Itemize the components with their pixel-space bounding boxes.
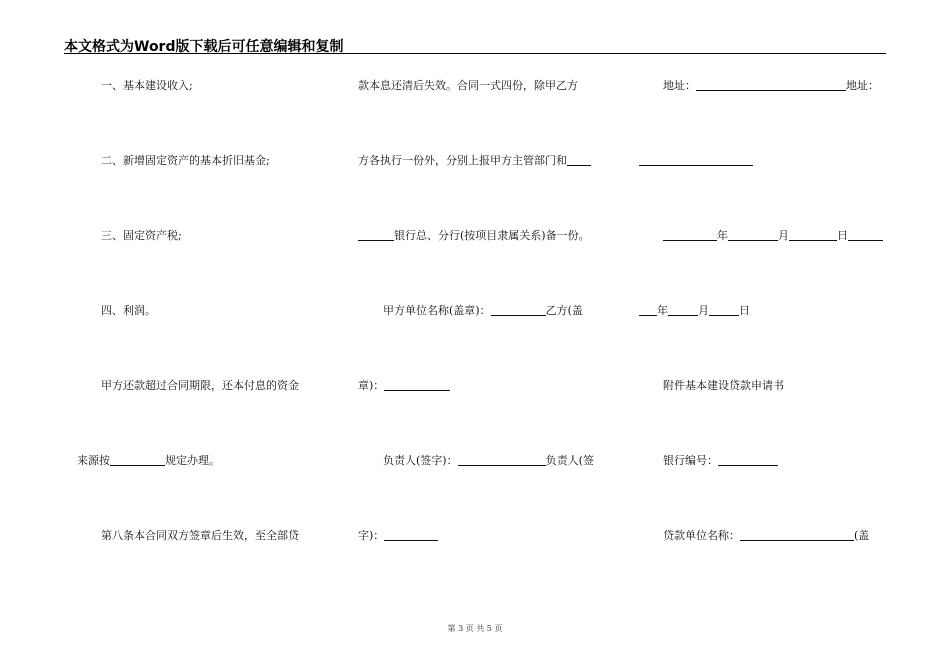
left-line-7 bbox=[101, 529, 299, 543]
middle-line-4 bbox=[383, 304, 583, 318]
middle-line-1 bbox=[358, 79, 578, 93]
fill-in-blank bbox=[668, 305, 698, 316]
left-line-1 bbox=[101, 79, 193, 93]
fill-in-blank bbox=[639, 155, 753, 166]
text-segment: 附件基本建设贷款申请书 bbox=[663, 379, 784, 392]
left-line-2 bbox=[101, 154, 270, 168]
text-segment: 银行总、分行(按项目隶属关系)备一份。 bbox=[394, 229, 590, 242]
text-segment: 日 bbox=[739, 304, 750, 317]
fill-in-blank bbox=[110, 455, 165, 466]
text-segment: 规定办理。 bbox=[165, 454, 220, 467]
text-segment: 负责人(签 bbox=[545, 454, 594, 467]
middle-line-5 bbox=[358, 379, 450, 393]
fill-in-blank bbox=[728, 230, 778, 241]
fill-in-blank bbox=[696, 80, 846, 91]
right-line-3 bbox=[663, 229, 883, 243]
fill-in-blank bbox=[709, 305, 739, 316]
text-segment: 来源按 bbox=[77, 454, 110, 467]
text-segment: 银行编号： bbox=[663, 454, 718, 467]
middle-line-7 bbox=[358, 529, 438, 543]
text-segment: 三、固定资产税; bbox=[101, 229, 182, 242]
text-segment: 第八条本合同双方签章后生效，至全部贷 bbox=[101, 529, 299, 542]
fill-in-blank bbox=[718, 455, 778, 466]
right-line-1 bbox=[663, 79, 879, 93]
fill-in-blank bbox=[358, 230, 394, 241]
right-line-5 bbox=[663, 379, 784, 393]
text-segment: 款本息还清后失效。合同一式四份，除甲乙方 bbox=[358, 79, 578, 92]
right-line-6 bbox=[663, 454, 778, 468]
text-segment: 日 bbox=[837, 229, 848, 242]
text-segment: 字)： bbox=[358, 529, 385, 542]
text-segment: 月 bbox=[778, 229, 789, 242]
text-segment: 甲方单位名称(盖章)： bbox=[383, 304, 491, 317]
right-line-2 bbox=[639, 154, 753, 168]
fill-in-blank bbox=[567, 155, 591, 166]
fill-in-blank bbox=[384, 380, 450, 391]
text-segment: 四、利润。 bbox=[101, 304, 156, 317]
text-segment: 二、新增固定资产的基本折旧基金; bbox=[101, 154, 270, 167]
text-segment: 章)： bbox=[358, 379, 385, 392]
text-segment: 负责人(签字)： bbox=[383, 454, 458, 467]
text-segment: 一、基本建设收入; bbox=[101, 79, 193, 92]
fill-in-blank bbox=[639, 305, 657, 316]
text-segment: (盖 bbox=[854, 529, 870, 542]
fill-in-blank bbox=[663, 230, 717, 241]
left-line-4 bbox=[101, 304, 156, 318]
text-segment: 地址： bbox=[663, 79, 696, 92]
text-segment: 地址： bbox=[846, 79, 879, 92]
page-number-footer: 第 3 页 共 5 页 bbox=[447, 624, 503, 633]
middle-line-2 bbox=[358, 154, 591, 168]
fill-in-blank bbox=[384, 530, 438, 541]
left-line-3 bbox=[101, 229, 182, 243]
right-line-4 bbox=[639, 304, 750, 318]
header-divider bbox=[64, 53, 886, 54]
middle-line-3 bbox=[358, 229, 590, 243]
text-segment: 月 bbox=[698, 304, 709, 317]
fill-in-blank bbox=[740, 530, 854, 541]
text-segment: 方各执行一份外，分别上报甲方主管部门和 bbox=[358, 154, 567, 167]
text-segment: 年 bbox=[717, 229, 728, 242]
document-header-title: 本文格式为Word版下载后可任意编辑和复制 bbox=[64, 39, 344, 55]
middle-line-6 bbox=[383, 454, 594, 468]
text-segment: 乙方(盖 bbox=[545, 304, 583, 317]
fill-in-blank bbox=[458, 455, 546, 466]
fill-in-blank bbox=[789, 230, 837, 241]
left-line-6 bbox=[77, 454, 220, 468]
fill-in-blank bbox=[491, 305, 546, 316]
fill-in-blank bbox=[848, 230, 883, 241]
right-line-7 bbox=[663, 529, 869, 543]
text-segment: 甲方还款超过合同期限，还本付息的资金 bbox=[101, 379, 299, 392]
left-line-5 bbox=[101, 379, 299, 393]
text-segment: 年 bbox=[657, 304, 668, 317]
text-segment: 贷款单位名称： bbox=[663, 529, 740, 542]
